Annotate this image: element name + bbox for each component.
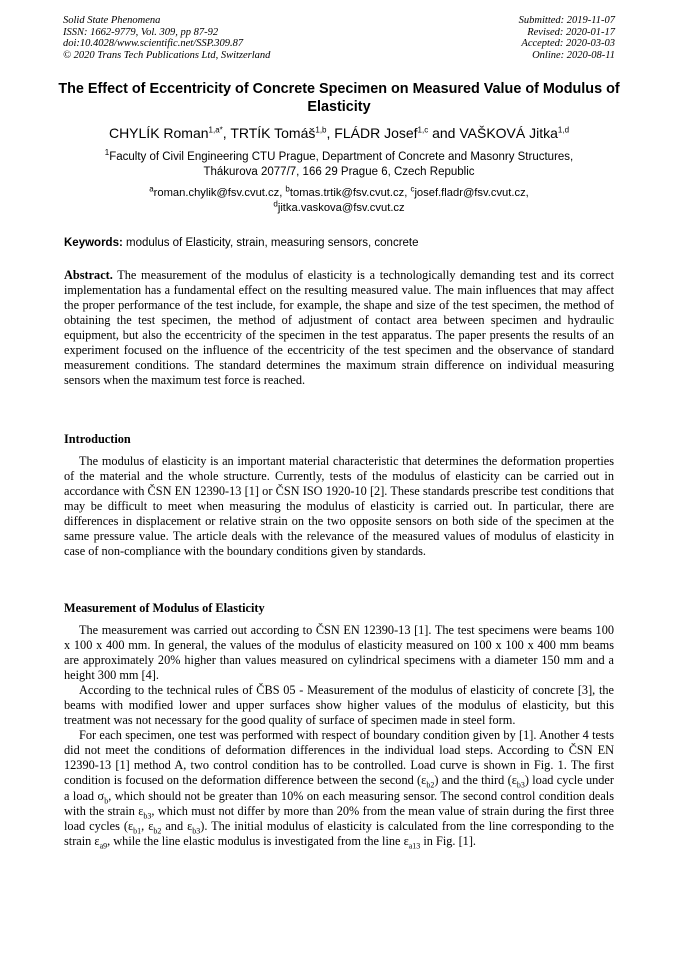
author-affiliation-mark: 1,c xyxy=(417,125,429,135)
measurement-paragraph: According to the technical rules of ČBS 05 - Measurement of the modulus of elasticity of concrete [3], the beams with modified lower and upper surfaces show higher values of the modulus of elasticity, but this treatment was not necessary for the good quality of surface of specimen made in steel form. xyxy=(64,683,614,728)
email-mark: c xyxy=(410,184,415,194)
accepted-date: Accepted: 2020-03-03 xyxy=(521,38,615,50)
affiliation-line: Thákurova 2077/7, 166 29 Prague 6, Czech Republic xyxy=(203,166,475,178)
introduction-paragraph: The modulus of elasticity is an important material characteristic that determines the deformation properties of the material and the whole structure. Currently, tests of the modulus of elasticity can be carried out in accordance with ČSN EN 12390-13 [1] or ČSN ISO 1920-10 [2]. These standards prescribe test conditions that may be difficult to meet when measuring the modulus of elasticity is carried out. In particular, there are differences in displacement or relative strain on the two opposite sensors on both side of the specimen at the same pressure value. The article deals with the relevance of the measured values of modulus of elasticity in case of non-compliance with the boundary conditions given by standards. xyxy=(64,454,614,559)
header-dates xyxy=(519,15,615,61)
journal-name: Solid State Phenomena xyxy=(63,15,161,26)
paragraph-text: ) load cycle under a load xyxy=(64,773,614,803)
math-symbol: ε xyxy=(511,773,517,788)
math-subscript: b3 xyxy=(192,826,201,836)
math-symbol: ε xyxy=(127,818,134,833)
paragraph-text: For each specimen, one test was performed with respect of boundary condition given by [1]. Another 4 tests did not meet the conditions of deformation differences in the individual load steps. According to ČSN EN 12390-13 [1] method A, two control condition has to be controlled. Load curve is shown in Fig. 1. The first condition is focused on the deformation difference between the second ( xyxy=(64,728,614,788)
measurement-heading: Measurement of Modulus of Elasticity xyxy=(64,601,265,615)
email-link[interactable]: tomas.trtik@fsv.cvut.cz, xyxy=(289,187,411,199)
paragraph-text: , which should not be greater than 10% on each measuring sensor. The second control condition deals with the strain xyxy=(64,788,615,818)
abstract xyxy=(64,268,614,388)
affiliation-mark: 1 xyxy=(104,148,110,158)
introduction-section xyxy=(64,454,614,559)
affiliation xyxy=(40,150,638,180)
doi[interactable]: doi:10.4028/www.scientific.net/SSP.309.87 xyxy=(63,38,244,50)
abstract-label: Abstract. xyxy=(64,268,113,282)
measurement-paragraph: The measurement was carried out according to ČSN EN 12390-13 [1]. The test specimens were beams 100 x 100 x 400 mm. In general, the values of the modulus of elasticity measured on 100 x 100 x 400 mm beams are approximately 20% higher than values measured on cylindrical specimens with a diameter 150 mm and a height 300 mm [4]. xyxy=(64,623,614,683)
paragraph-text: in Fig. [1]. xyxy=(420,833,476,848)
paragraph-text: and xyxy=(161,818,188,833)
author-name: TRTÍK Tomáš xyxy=(230,125,316,141)
abstract-text: The measurement of the modulus of elasticity is a technologically demanding test and its correct implementation has a fundamental effect on the resulting measured value. The main influences that may affect the proper performance of the test include, for example, the shape and size of the test specimen, the method of obtaining the test specimen, the method of adjustment of contact area between specimen and hydraulic equipment, but also the eccentricity of the specimen in the test apparatus. The paper presents the results of an experiment focused on the influence of the eccentricity of the test specimen and the observance of standard measurement conditions. The standard determines the maximum strain difference on individual measuring sensors when the maximum test force is reached. xyxy=(64,268,614,388)
author-affiliation-mark: 1,d xyxy=(557,125,570,135)
author-affiliation-mark: 1,a* xyxy=(208,125,223,135)
author-separator: and xyxy=(428,125,460,141)
affiliation-line: Faculty of Civil Engineering CTU Prague, Department of Concrete and Masonry Structures, xyxy=(109,151,574,163)
author-affiliation-mark: 1,b xyxy=(315,125,327,135)
author-name: FLÁDR Josef xyxy=(334,125,418,141)
email-link[interactable]: josef.fladr@fsv.cvut.cz, xyxy=(414,187,529,199)
paragraph-text: , which must not differ by more than 20% from the mean value of strain during the first three load cycles ( xyxy=(64,803,614,833)
paragraph-text: ). The initial modulus of elasticity is calculated from the line corresponding to the strain xyxy=(64,818,615,848)
header-publication-info xyxy=(63,15,270,61)
author-list xyxy=(20,124,658,142)
author-name: CHYLÍK Roman xyxy=(108,125,209,141)
paragraph-text: , while the line elastic modulus is investigated from the line xyxy=(107,833,404,848)
email-mark: b xyxy=(285,184,290,194)
math-subscript: a9 xyxy=(99,841,108,851)
math-subscript: b3 xyxy=(516,780,525,790)
online-date: Online: 2020-08-11 xyxy=(532,49,615,61)
math-symbol: ε xyxy=(94,833,100,848)
paragraph-text: , xyxy=(141,818,149,833)
math-symbol: ε xyxy=(421,773,427,788)
math-subscript: b2 xyxy=(426,780,435,790)
keywords xyxy=(64,236,624,250)
author-separator: , xyxy=(326,125,335,141)
email-mark: d xyxy=(273,198,278,208)
measurement-section xyxy=(64,623,614,849)
paper-title: The Effect of Eccentricity of Concrete Specimen on Measured Value of Modulus of Elasticity xyxy=(58,81,620,115)
introduction-heading: Introduction xyxy=(64,432,131,446)
math-symbol: ε xyxy=(148,818,154,833)
email-link[interactable]: roman.chylik@fsv.cvut.cz, xyxy=(153,187,286,199)
math-symbol: ε xyxy=(138,803,144,818)
copyright: © 2020 Trans Tech Publications Ltd, Switzerland xyxy=(63,49,271,61)
keywords-label: Keywords: xyxy=(64,237,123,249)
email-mark: a xyxy=(149,184,154,194)
math-symbol: ε xyxy=(403,833,409,848)
math-subscript: b xyxy=(104,795,109,805)
author-separator: , xyxy=(222,125,231,141)
revised-date: Revised: 2020-01-17 xyxy=(527,26,615,38)
issn: ISSN: 1662-9779, Vol. 309, pp 87-92 xyxy=(63,26,219,38)
math-subscript: b1 xyxy=(133,826,142,836)
author-emails xyxy=(40,186,638,215)
math-symbol: ε xyxy=(187,818,193,833)
paragraph-text: ) and the third ( xyxy=(434,773,512,788)
math-subscript: b3 xyxy=(143,811,152,821)
measurement-paragraph xyxy=(64,728,615,851)
math-symbol: σ xyxy=(97,788,105,803)
math-subscript: b2 xyxy=(153,826,162,836)
email-link[interactable]: jitka.vaskova@fsv.cvut.cz xyxy=(277,201,405,214)
author-name: VAŠKOVÁ Jitka xyxy=(459,125,558,141)
keywords-text: modulus of Elasticity, strain, measuring sensors, concrete xyxy=(122,237,419,249)
submitted-date: Submitted: 2019-11-07 xyxy=(518,15,615,26)
math-subscript: a13 xyxy=(408,841,421,851)
